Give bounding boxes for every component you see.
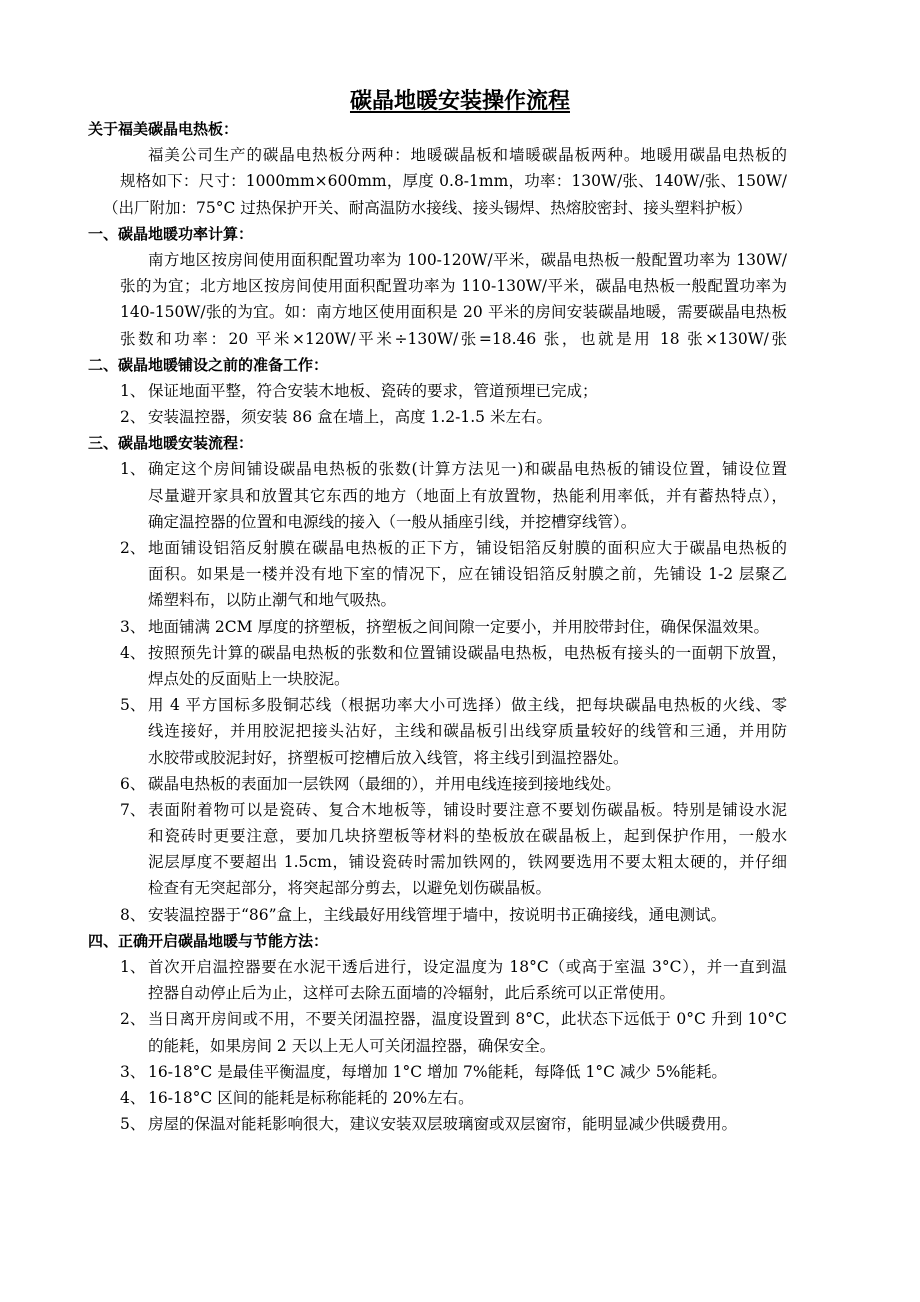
- text-line: [0, 195, 920, 221]
- list-item: [0, 456, 920, 535]
- line-text: 水胶带或胶泥封好，挤塑板可挖槽后放入线管，将主线引到温控器处。: [148, 748, 629, 767]
- heading-line: [0, 430, 920, 456]
- line-text: （出厂附加：75°C 过热保护开关、耐高温防水接线、接头锡焊、热熔胶密封、接头塑料护板）: [103, 198, 752, 217]
- line-text: 安装温控器于“86”盒上，主线最好用线管埋于墙中，按说明书正确接线，通电测试。: [148, 905, 727, 924]
- list-item: [0, 1006, 920, 1058]
- line-text: 福美公司生产的碳晶电热板分两种：地暖碳晶板和墙暖碳晶板两种。地暖用碳晶电热板的: [148, 146, 787, 165]
- text-line: [0, 823, 920, 849]
- document-title: 碳晶地暖安装操作流程: [349, 88, 570, 114]
- item-number: 3、: [120, 617, 146, 636]
- item-number: 1、: [120, 958, 146, 976]
- line-text: 地面铺满 2CM 厚度的挤塑板，挤塑板之间间隙一定要小，并用胶带封住，确保保温效果。: [148, 617, 769, 636]
- text-line: [0, 247, 920, 273]
- line-text: 安装温控器，须安装 86 盒在墙上，高度 1.2-1.5 米左右。: [148, 408, 552, 427]
- section-heading: [0, 352, 920, 378]
- line-text: 规格如下：尺寸：1000mm×600mm，厚度 0.8-1mm，功率：130W/张、140W/张、150W/: [120, 172, 787, 191]
- line-text: 地面铺设铝箔反射膜在碳晶电热板的正下方，铺设铝箔反射膜的面积应大于碳晶电热板的: [148, 539, 787, 557]
- text-line: [0, 797, 920, 823]
- list-item: [0, 954, 920, 1006]
- heading-line: [0, 352, 920, 378]
- line-text: 首次开启温控器要在水泥干透后进行，设定温度为 18°C（或高于室温 3°C），并一直到温: [148, 958, 787, 976]
- line-text: 表面附着物可以是瓷砖、复合木地板等，铺设时要注意不要划伤碳晶板。特别是铺设水泥: [148, 800, 787, 819]
- text-line: [0, 561, 920, 587]
- item-number: 4、: [120, 643, 146, 662]
- item-number: 5、: [120, 696, 146, 715]
- list-item: [0, 797, 920, 902]
- text-line: [0, 745, 920, 771]
- item-number: 1、: [120, 460, 146, 479]
- text-line: [0, 902, 920, 928]
- section-heading: [0, 221, 920, 247]
- heading-text: 关于福美碳晶电热板：: [88, 120, 239, 138]
- text-line: [0, 1006, 920, 1032]
- list-item: [0, 640, 920, 692]
- paragraph: [0, 247, 920, 352]
- line-text: 按照预先计算的碳晶电热板的张数和位置铺设碳晶电热板，电热板有接头的一面朝下放置，: [148, 643, 787, 662]
- list-item: [0, 771, 920, 797]
- item-number: 2、: [120, 539, 146, 557]
- line-text: 保证地面平整，符合安装木地板、瓷砖的要求，管道预埋已完成；: [148, 381, 598, 400]
- line-text: 确定温控器的位置和电源线的接入（一般从插座引线，并挖槽穿线管）。: [148, 512, 637, 531]
- document-body: [0, 116, 920, 1137]
- line-text: 南方地区按房间使用面积配置功率为 100-120W/平米，碳晶电热板一般配置功率为 130W/: [148, 250, 787, 269]
- text-line: [0, 954, 920, 980]
- section-heading: [0, 116, 920, 142]
- text-line: [0, 273, 920, 299]
- list-item: [0, 404, 920, 430]
- line-text: 房屋的保温对能耗影响很大，建议安装双层玻璃窗或双层窗帘，能明显减少供暖费用。: [148, 1115, 738, 1134]
- line-text: 控器自动停止后为止，这样可去除五面墙的冷辐射，此后系统可以正常使用。: [148, 984, 676, 1003]
- heading-text: 二、碳晶地暖铺设之前的准备工作：: [88, 355, 329, 374]
- text-line: [0, 1111, 920, 1137]
- text-line: [0, 1085, 920, 1111]
- line-text: 碳晶电热板的表面加一层铁网（最细的），并用电线连接到接地线处。: [148, 774, 621, 793]
- item-number: 2、: [120, 408, 146, 427]
- text-line: [0, 692, 920, 718]
- line-text: 和瓷砖时更要注意，要加几块挤塑板等材料的垫板放在碳晶板上，起到保护作用，一般水: [148, 827, 787, 846]
- item-number: 7、: [120, 800, 146, 819]
- text-line: [0, 509, 920, 535]
- list-item: [0, 902, 920, 928]
- line-text: 焊点处的反面贴上一块胶泥。: [148, 669, 350, 688]
- text-line: [0, 1033, 920, 1059]
- line-text: 用 4 平方国标多股铜芯线（根据功率大小可选择）做主线，把每块碳晶电热板的火线、零: [148, 696, 787, 715]
- section-heading: [0, 430, 920, 456]
- paragraph: [0, 195, 920, 221]
- text-line: [0, 535, 920, 561]
- heading-text: 四、正确开启碳晶地暖与节能方法：: [88, 931, 329, 950]
- paragraph: [0, 142, 920, 194]
- text-line: [0, 718, 920, 744]
- heading-line: [0, 221, 920, 247]
- line-text: 泥层厚度不要超出 1.5cm，铺设瓷砖时需加铁网的，铁网要选用不要太粗太硬的，并仔细: [148, 853, 787, 872]
- text-line: [0, 614, 920, 640]
- item-number: 5、: [120, 1115, 146, 1134]
- text-line: [0, 483, 920, 509]
- line-text: 确定这个房间铺设碳晶电热板的张数(计算方法见一)和碳晶电热板的铺设位置，铺设位置: [148, 460, 787, 479]
- text-line: [0, 1059, 920, 1085]
- list-item: [0, 1059, 920, 1085]
- text-line: [0, 378, 920, 404]
- text-line: [0, 875, 920, 901]
- line-text: 面积。如果是一楼并没有地下室的情况下，应在铺设铝箔反射膜之前，先铺设 1-2 层聚乙: [148, 565, 787, 584]
- line-text: 尽量避开家具和放置其它东西的地方（地面上有放置物，热能利用率低，并有蓄热特点），: [148, 486, 787, 505]
- line-text: 检查有无突起部分，将突起部分剪去，以避免划伤碳晶板。: [148, 879, 552, 898]
- list-item: [0, 1111, 920, 1137]
- section-heading: [0, 928, 920, 954]
- text-line: [0, 404, 920, 430]
- heading-text: 一、碳晶地暖功率计算：: [88, 224, 254, 243]
- heading-line: [0, 928, 920, 954]
- item-number: 2、: [120, 1010, 146, 1029]
- item-number: 8、: [120, 905, 146, 924]
- list-item: [0, 378, 920, 404]
- text-line: [0, 456, 920, 482]
- line-text: 140-150W/张的为宜。如：南方地区使用面积是 20 平米的房间安装碳晶地暖，需要碳晶电热板: [120, 303, 787, 322]
- list-item: [0, 614, 920, 640]
- list-item: [0, 692, 920, 771]
- text-line: [0, 587, 920, 613]
- text-line: [0, 666, 920, 692]
- line-text: 烯塑料布，以防止潮气和地气吸热。: [148, 591, 397, 610]
- item-number: 4、: [120, 1088, 146, 1107]
- line-text: 16-18°C 是最佳平衡温度，每增加 1°C 增加 7%能耗，每降低 1°C 减少 5%能耗。: [148, 1062, 727, 1081]
- line-text: 当日离开房间或不用，不要关闭温控器，温度设置到 8°C，此状态下远低于 0°C 升到 10°C: [148, 1010, 787, 1029]
- heading-text: 三、碳晶地暖安装流程：: [88, 434, 254, 453]
- line-text: 16-18°C 区间的能耗是标称能耗的 20%左右。: [148, 1088, 474, 1107]
- list-item: [0, 535, 920, 614]
- list-item: [0, 1085, 920, 1111]
- text-line: [0, 168, 920, 194]
- line-text: 张的为宜；北方地区按房间使用面积配置功率为 110-130W/平米，碳晶电热板一般配置功率为: [120, 277, 787, 296]
- line-text: 线连接好，并用胶泥把接头沾好，主线和碳晶板引出线穿质量较好的线管和三通，并用防: [148, 722, 787, 741]
- item-number: 1、: [120, 381, 146, 400]
- text-line: [0, 980, 920, 1006]
- text-line: [0, 640, 920, 666]
- text-line: [0, 142, 920, 168]
- text-line: [0, 771, 920, 797]
- line-text: 张数和功率：20 平米×120W/平米÷130W/张=18.46 张，也就是用 18 张×130W/张: [120, 329, 787, 348]
- text-line: [0, 299, 920, 325]
- line-text: 的能耗，如果房间 2 天以上无人可关闭温控器，确保安全。: [148, 1036, 556, 1055]
- item-number: 3、: [120, 1062, 146, 1081]
- heading-line: [0, 116, 920, 142]
- item-number: 6、: [120, 774, 146, 793]
- text-line: [0, 326, 920, 352]
- text-line: [0, 849, 920, 875]
